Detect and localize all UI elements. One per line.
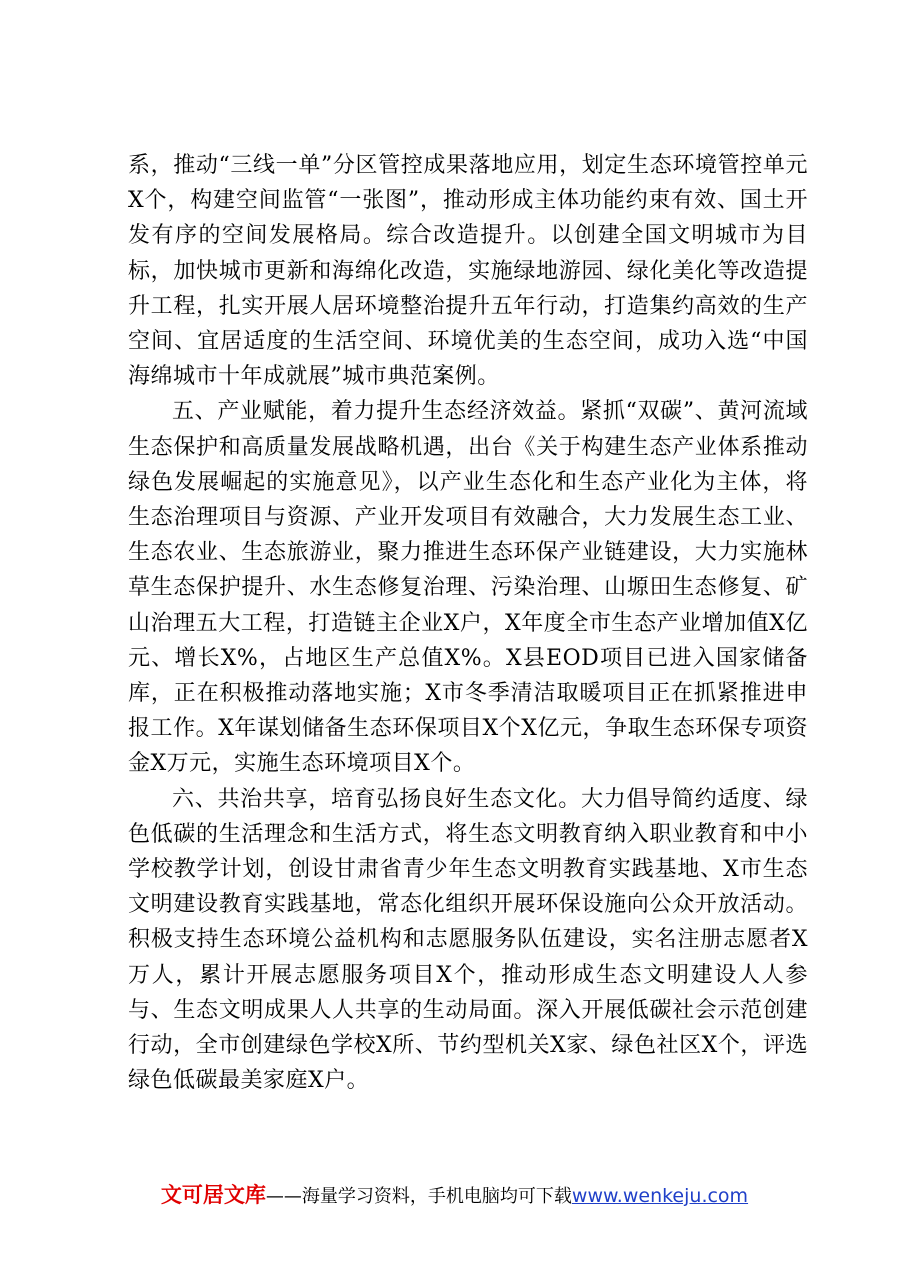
paragraph-shared-governance: 六、共治共享，培育弘扬良好生态文化。大力倡导简约适度、绿色低碳的生活理念和生活方式，将生态文明教育纳入职业教育和中小学校教学计划，创设甘肃省青少年生态文明教育实践基地、X市生态文明建设教育实践基地，常态化组织开展环保设施向公众开放活动。积极支持生态环境公益机构和志愿服务队伍建设，实名注册志愿者X万人，累计开展志愿服务项目X个，推动形成生态文明建设人人参与、生态文明成果人人共享的生动局面。深入开展低碳社会示范创建行动，全市创建绿色学校X所、节约型机关X家、绿色社区X个，评选绿色低碳最美家庭X户。 [128,786,808,1094]
footer-brand: 文可居文库 [160,1183,266,1207]
footer-tagline: ——海量学习资料，手机电脑均可下载 [265,1186,572,1207]
footer-banner [0,1181,909,1211]
document-body [128,148,808,1098]
paragraph-industry-empowerment: 五、产业赋能，着力提升生态经济效益。紧抓“双碳”、黄河流域生态保护和高质量发展战略机遇，出台《关于构建生态产业体系推动绿色发展崛起的实施意见》，以产业生态化和生态产业化为主体，将生态治理项目与资源、产业开发项目有效融合，大力发展生态工业、生态农业、生态旅游业，聚力推进生态环保产业链建设，大力实施林草生态保护提升、水生态修复治理、污染治理、山塬田生态修复、矿山治理五大工程，打造链主企业X户，X年度全市生态产业增加值X亿元、增长X%，占地区生产总值X%。X县EOD项目已进入国家储备库，正在积极推动落地实施；X市冬季清洁取暖项目正在抓紧推进申报工作。X年谋划储备生态环保项目X个X亿元，争取生态环保专项资金X万元，实施生态环境项目X个。 [128,399,808,777]
footer-site-link[interactable]: www.wenkeju.com [571,1185,749,1207]
paragraph-continuation: 系，推动“三线一单”分区管控成果落地应用，划定生态环境管控单元X个，构建空间监管“一张图”，推动形成主体功能约束有效、国土开发有序的空间发展格局。综合改造提升。以创建全国文明城市为目标，加快城市更新和海绵化改造，实施绿地游园、绿化美化等改造提升工程，扎实开展人居环境整治提升五年行动，打造集约高效的生产空间、宜居适度的生活空间、环境优美的生态空间，成功入选“中国海绵城市十年成就展”城市典范案例。 [128,153,808,390]
